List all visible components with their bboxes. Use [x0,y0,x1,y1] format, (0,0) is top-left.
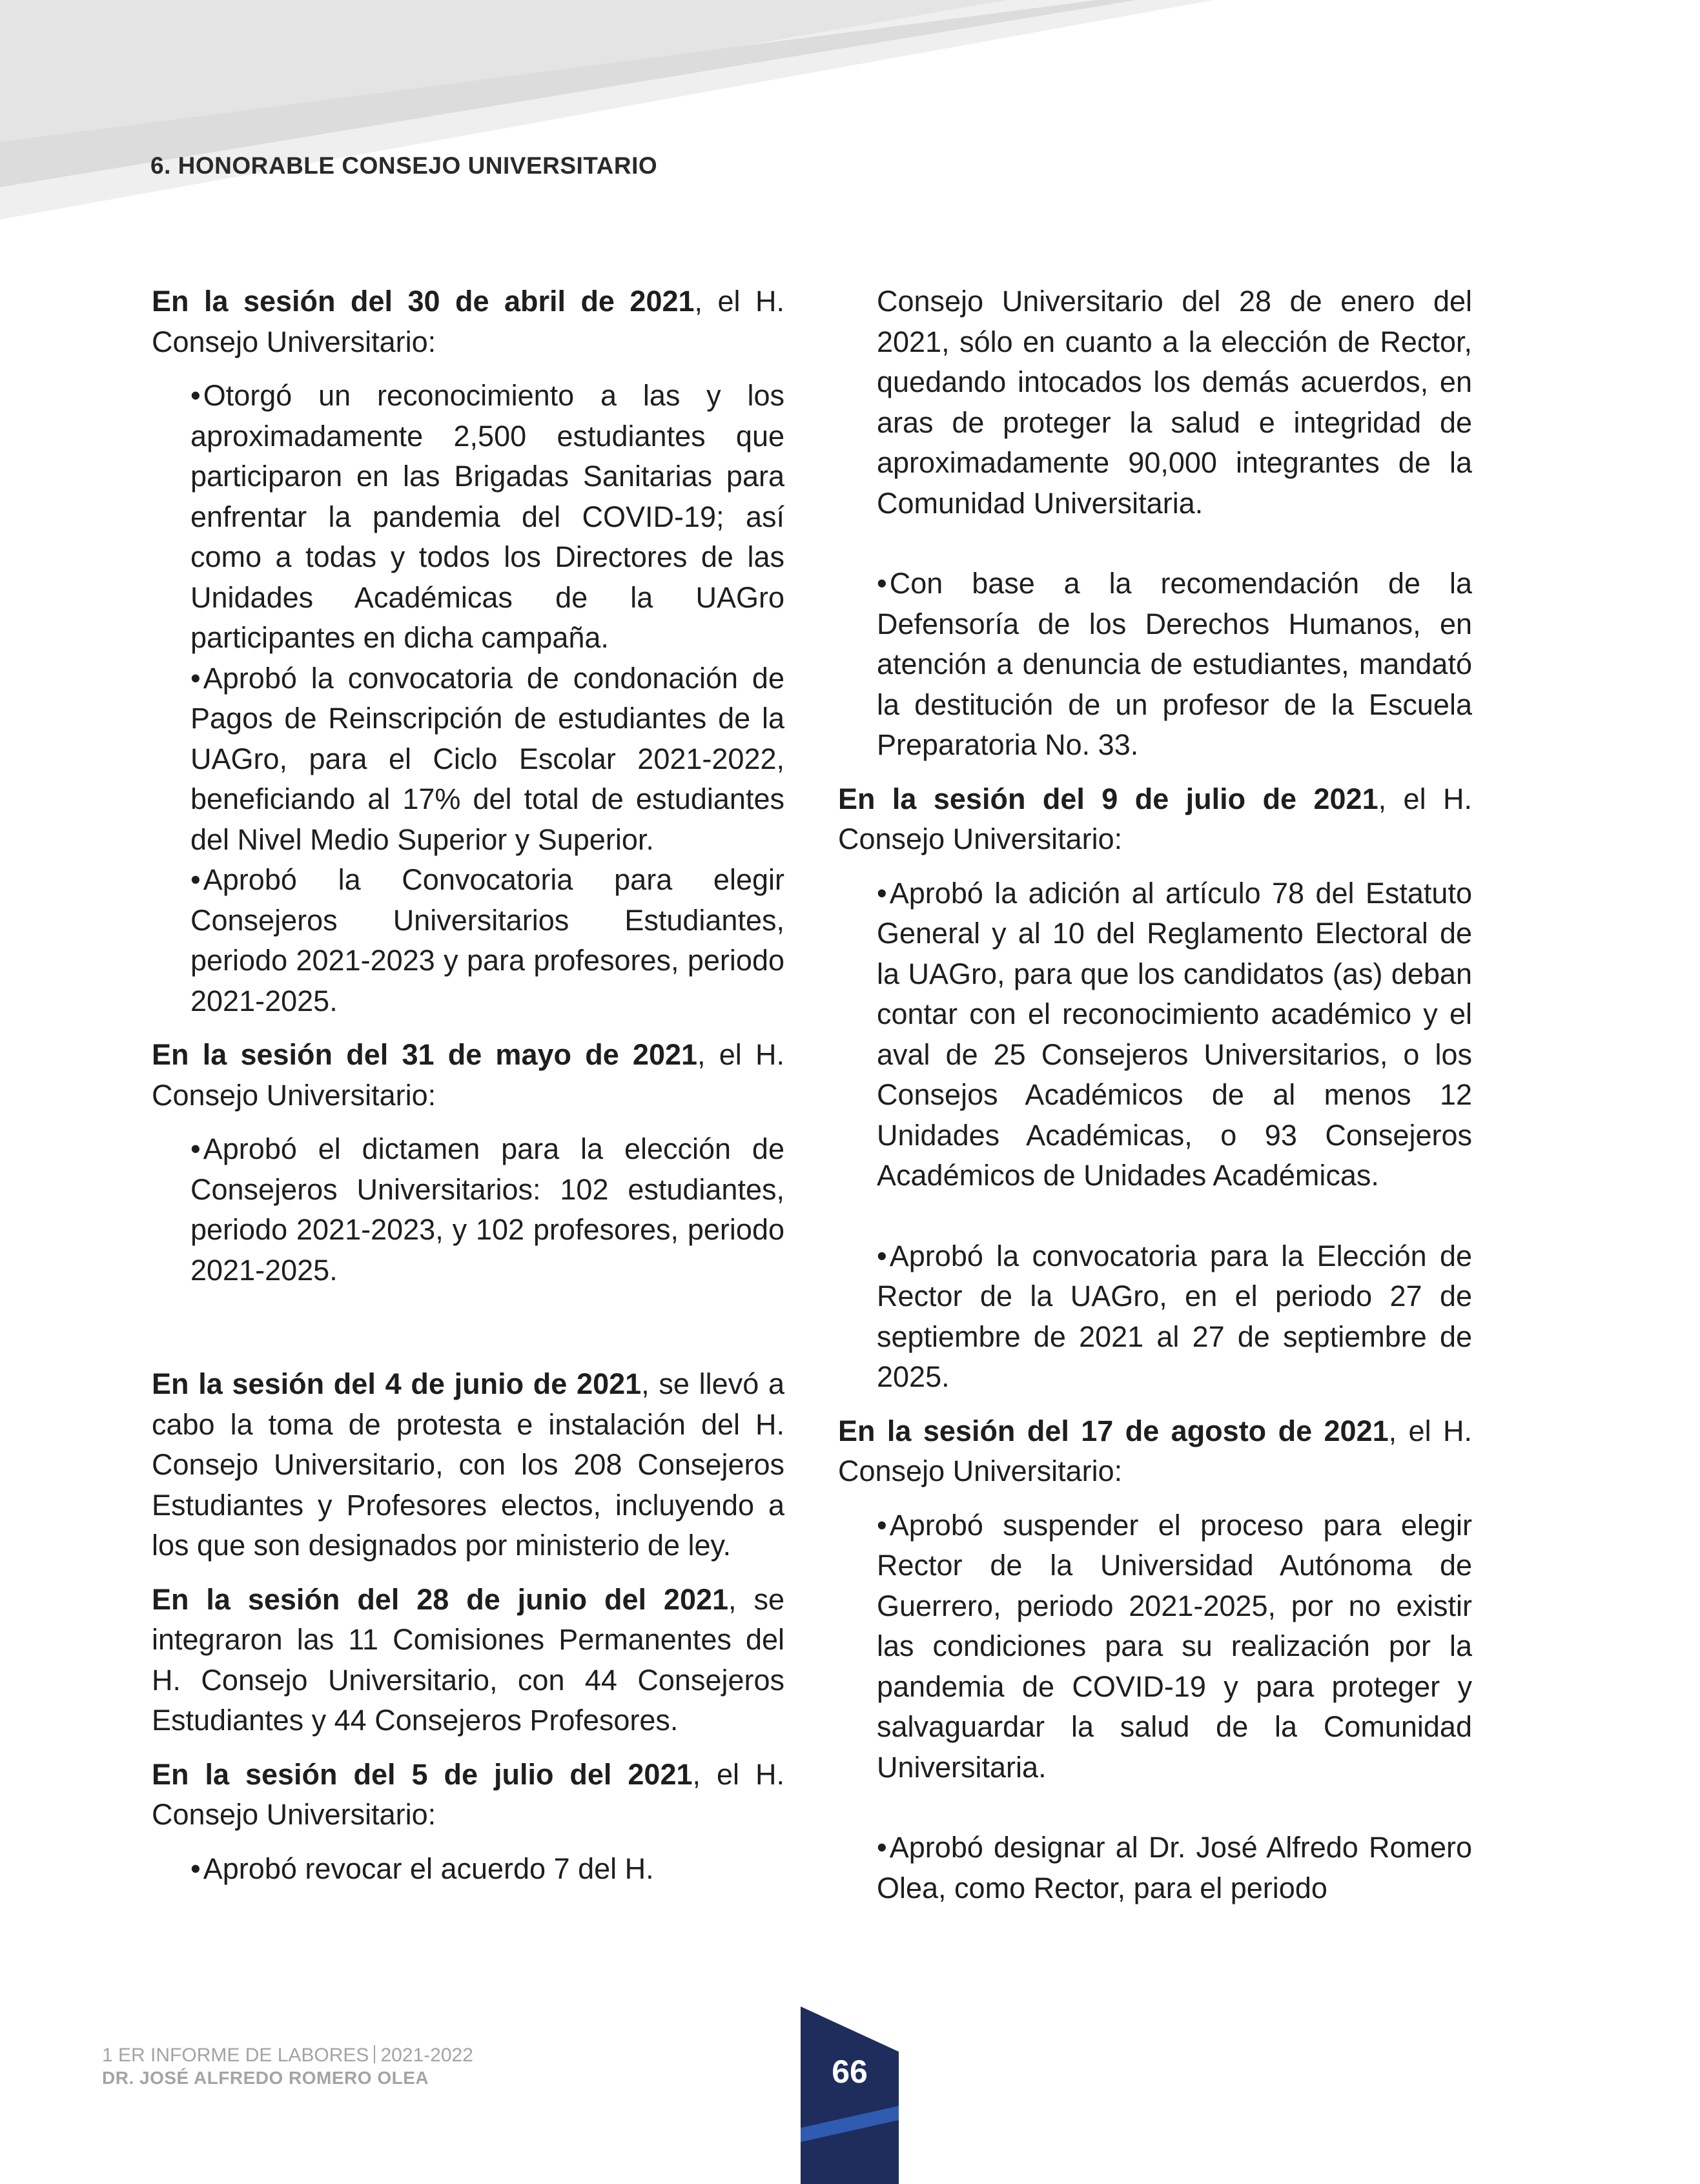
session-text: , se llevó a cabo la toma de protesta e instalación del H. Consejo Universitario, con los 208 Consejeros Estudiantes y Profesores electos, incluyendo a los que son designados por ministerio de ley. [152,1367,784,1562]
session-date: En la sesión del 30 de abril de 2021 [152,285,695,318]
session-9-julio [838,779,1472,860]
session-30-abril-list [190,376,784,1021]
session-17-agosto [838,1411,1472,1492]
session-5-julio-list [190,1849,784,1890]
footer-report-title: 1 ER INFORME DE LABORES [102,2045,369,2066]
page-tab-shape [801,2006,899,2184]
session-date: En la sesión del 9 de julio de 2021 [838,782,1378,815]
footer-report [102,2045,473,2067]
session-31-mayo-list [190,1129,784,1291]
session-17-agosto-list [877,1505,1472,1909]
list-item: • Aprobó la adición al artículo 78 del Estatuto General y al 10 del Reglamento Electoral de la UAGro, para que los candidatos (as) deban contar con el reconocimiento académico y el aval de 25 Consejeros Universitarios, o los Consejos Académicos de al menos 12 Unidades Académicas, o 93 Consejeros Académicos de Unidades Académicas. [877,873,1472,1196]
list-item: • Aprobó suspender el proceso para elegir Rector de la Universidad Autónoma de Guerrero, periodo 2021-2025, por no existir las condiciones para su realización por la pandemia de COVID-19 y para proteger y salvaguardar la salud de la Comunidad Universitaria. [877,1505,1472,1788]
session-date: En la sesión del 28 de junio del 2021 [152,1582,729,1616]
session-5-julio [152,1755,784,1835]
session-text: , el H. Consejo Universitario: [152,1038,784,1112]
section-title: 6. HONORABLE CONSEJO UNIVERSITARIO [150,152,658,179]
list-item: • Aprobó la convocatoria para la Elección de Rector de la UAGro, en el periodo 27 de septiembre de 2021 al 27 de septiembre de 2025. [877,1236,1472,1398]
session-date: En la sesión del 4 de junio de 2021 [152,1367,642,1400]
session-text: , el H. Consejo Universitario: [838,782,1472,855]
session-30-abril [152,281,784,362]
list-item: • Aprobó revocar el acuerdo 7 del H. [190,1849,784,1890]
session-date: En la sesión del 5 de julio del 2021 [152,1757,693,1791]
right-column [838,281,1472,1922]
list-item: • Aprobó la Convocatoria para elegir Consejeros Universitarios Estudiantes, periodo 2021-2023 y para profesores, periodo 2021-2025. [190,860,784,1021]
session-5-julio-list-cont [877,564,1472,766]
spacer [152,1304,784,1364]
footer-separator [374,2045,375,2063]
page-number: 66 [832,2054,868,2090]
session-text: , se integraron las 11 Comisiones Permanentes del H. Consejo Universitario, con 44 Consejeros Estudiantes y 44 Consejeros Profesores. [152,1582,784,1737]
session-text: , el H. Consejo Universitario: [838,1414,1472,1487]
footer-author: DR. JOSÉ ALFREDO ROMERO OLEA [102,2068,429,2088]
list-item-continued: Consejo Universitario del 28 de enero del 2021, sólo en cuanto a la elección de Rector, quedando intocados los demás acuerdos, en aras de proteger la salud e integridad de aproximadamente 90,000 integrantes de la Comunidad Universitaria. [877,285,1472,520]
list-item: • Aprobó el dictamen para la elección de Consejeros Universitarios: 102 estudiantes, periodo 2021-2023, y 102 profesores, periodo 2021-2025. [190,1129,784,1291]
session-28-junio [152,1580,784,1741]
session-text: , el H. Consejo Universitario: [152,1757,784,1831]
footer-years: 2021-2022 [380,2045,473,2066]
session-4-junio [152,1364,784,1566]
session-date: En la sesión del 31 de mayo de 2021 [152,1038,698,1071]
list-item: • Aprobó la convocatoria de condonación de Pagos de Reinscripción de estudiantes de la UAGro, para el Ciclo Escolar 2021-2022, beneficiando al 17% del total de estudiantes del Nivel Medio Superior y Superior. [190,658,784,861]
left-column [152,281,784,1903]
list-item: • Con base a la recomendación de la Defensoría de los Derechos Humanos, en atención a denuncia de estudiantes, mandató la destitución de un profesor de la Escuela Preparatoria No. 33. [877,564,1472,766]
list-item: • Aprobó designar al Dr. José Alfredo Romero Olea, como Rector, para el periodo [877,1828,1472,1908]
list-item: • Otorgó un reconocimiento a las y los aproximadamente 2,500 estudiantes que participaron en las Brigadas Sanitarias para enfrentar la pandemia del COVID-19; así como a todas y todos los Directores de las Unidades Académicas de la UAGro participantes en dicha campaña. [190,376,784,658]
session-9-julio-list [877,873,1472,1398]
session-31-mayo [152,1035,784,1116]
session-date: En la sesión del 17 de agosto de 2021 [838,1414,1389,1447]
session-text: , el H. Consejo Universitario: [152,285,784,358]
